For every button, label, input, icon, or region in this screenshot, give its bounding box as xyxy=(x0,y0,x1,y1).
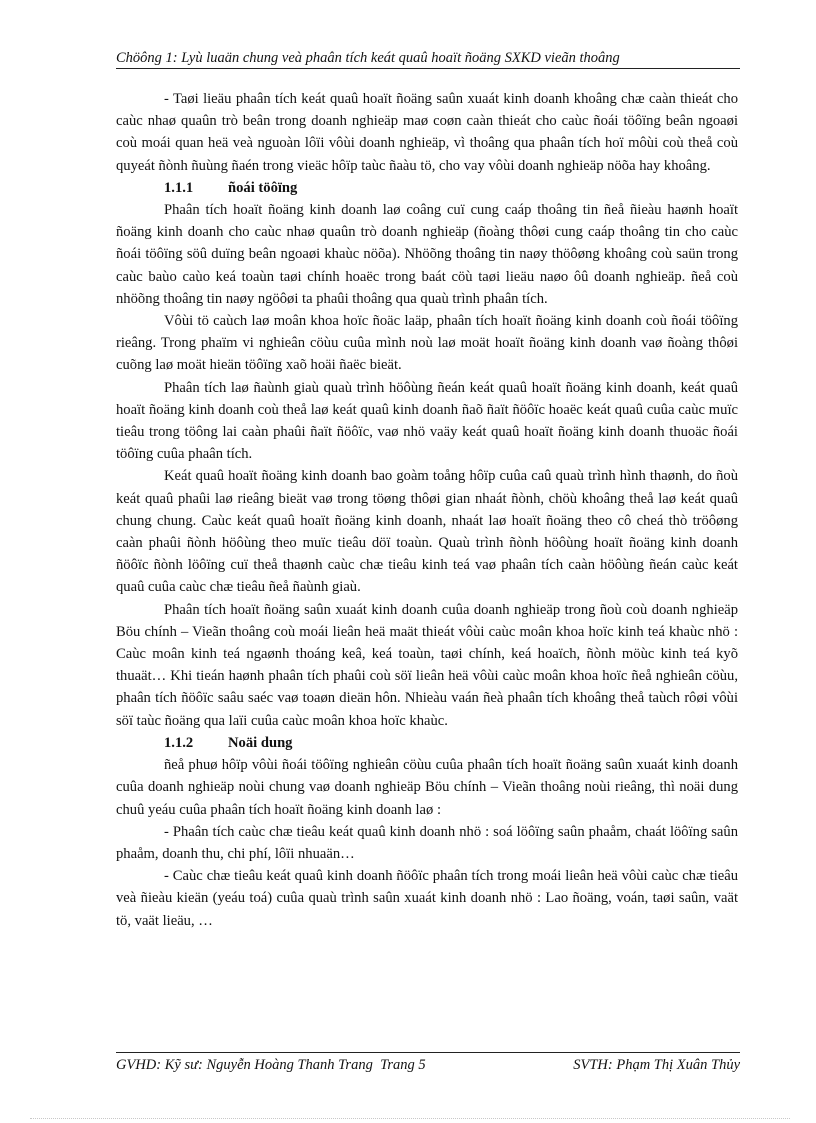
section-title: Noäi dung xyxy=(228,734,293,751)
section-number: 1.1.2 xyxy=(164,734,194,751)
chapter-title: Chöông 1: Lyù luaän chung veà phaân tích keát quaû hoaït ñoäng SXKD vieãn thoâng xyxy=(116,50,620,66)
footer-divider xyxy=(116,1052,740,1053)
page-footer xyxy=(116,1057,740,1074)
page-boundary-dots xyxy=(30,1118,790,1119)
document-body xyxy=(116,88,738,932)
paragraph-9: - Caùc chæ tieâu keát quaû kinh doanh ñöôïc phaân tích trong moái lieân heä vôùi caùc chæ tieâu veà ñieàu kieän (yeáu toá) cuûa quaù trình saûn xuaát kinh doanh nhö : Lao ñoäng, voán, taøi saûn, vaät tö, vaät lieäu, … xyxy=(116,868,738,929)
paragraph-4: Phaân tích laø ñaùnh giaù quaù trình höôùng ñeán keát quaû hoaït ñoäng kinh doanh, keát quaû hoaït ñoäng kinh doanh coù theå laø keát quaû kinh doanh ñaõ ñaït ñöôïc hoaëc keát quaû cuûa caùc muïc tieâu trong töông lai caàn phaûi ñaït ñöôïc, vaø nhö vaäy keát quaû hoaït ñoäng kinh doanh thuoäc ñoái töôïng cuûa phaân tích. xyxy=(116,379,738,463)
section-title: ñoái töôïng xyxy=(228,179,298,196)
paragraph-3: Vôùi tö caùch laø moân khoa hoïc ñoäc laäp, phaân tích hoaït ñoäng kinh doanh coù ñoái töôïng rieâng. Trong phaïm vi nghieân cöùu cuûa mình noù laø moät hoaït ñoäng kinh doanh vaø ñoàng thôøi cuõng laø moät hieän töôïng xaõ hoäi ñaëc bieät. xyxy=(116,313,738,374)
section-number: 1.1.1 xyxy=(164,179,194,196)
paragraph-1: - Taøi lieäu phaân tích keát quaû hoaït ñoäng saûn xuaát kinh doanh khoâng chæ caàn thieát cho caùc nhaø quaûn trò beân trong doanh nghieäp maø coøn caàn thieát cho caùc ñoái töôïng beân ngoaøi coù moái quan heä veà nguoàn lôïi vôùi doanh nghieäp, vì thoâng qua phaân tích hoï môùi coù theå coù quyeát ñònh ñuùng ñaén trong vieäc hôïp taùc ñaàu tö, cho vay vôùi doanh nghieäp nöõa hay khoâng. xyxy=(116,91,738,174)
paragraph-6: Phaân tích hoaït ñoäng saûn xuaát kinh doanh cuûa doanh nghieäp trong ñoù coù doanh nghieäp Böu chính – Vieãn thoâng coù moái lieân heä maät thieát vôùi caùc moân khoa hoïc kinh teá khaùc nhö : Caùc moân kinh teá ngaønh thoáng keâ, keá toaùn, taøi chính, keá hoaïch, ñònh möùc kinh teá kyõ thuaät… Khi tieán haønh phaân tích phaûi coù söï lieân heä vôùi caùc moân khoa hoïc ñeå nghieân cöùu, phaân tích ñöôïc saâu saéc vaø toaøn dieän hôn. Nhieàu vaán ñeà phaân tích khoâng theå taùch rôøi vôùi söï taùc ñoäng qua laïi cuûa caùc moân khoa hoïc khaùc. xyxy=(116,601,738,729)
paragraph-8: - Phaân tích caùc chæ tieâu keát quaû kinh doanh nhö : soá löôïng saûn phaåm, chaát löôïng saûn phaåm, doanh thu, chi phí, lôïi nhuaän… xyxy=(116,823,738,862)
page-header xyxy=(116,50,740,67)
header-divider xyxy=(116,68,740,69)
page-number: Trang 5 xyxy=(380,1057,426,1073)
section-heading-1-1-2 xyxy=(116,732,738,754)
footer-advisor xyxy=(116,1057,426,1074)
paragraph-2: Phaân tích hoaït ñoäng kinh doanh laø coâng cuï cung caáp thoâng tin ñeå ñieàu haønh hoaït ñoäng kinh doanh cho caùc nhaø quaûn trò doanh nghieäp (ñoàng thôøi cung caáp thoâng tin cho caùc ñoái töôïng söû duïng beân ngoaøi khaùc nöõa). Nhöõng thoâng tin naøy thöôøng khoâng coù saün trong caùc baùo caùo keá toaùn taøi chính hoaëc trong baát cöù taøi lieäu naøo ôû doanh nghieäp. ñeå coù nhöõng thoâng tin naøy ngöôøi ta phaûi thoâng qua quaù trình phaân tích. xyxy=(116,202,738,307)
paragraph-5: Keát quaû hoaït ñoäng kinh doanh bao goàm toång hôïp cuûa caû quaù trình hình thaønh, do ñoù keát quaû phaûi laø rieâng bieät vaø trong töøng thôøi gian nhaát ñònh, chöù khoâng theå laø keát quaû chung chung. Caùc keát quaû hoaït ñoäng kinh doanh, nhaát laø hoaït ñoäng theo cô cheá thò tröôøng caàn phaûi ñònh höôùng theo muïc tieâu döï toaùn. Quaù trình ñònh höôùng hoaït ñoäng kinh doanh ñöôïc ñònh löôïng cuï theå thaønh caùc chæ tieâu kinh teá vaø phaân tích caàn höôùng ñeán caùc keát quaû cuûa caùc chæ tieâu ñeå ñaùnh giaù. xyxy=(116,468,738,596)
section-heading-1-1-1 xyxy=(116,177,738,199)
advisor-name: GVHD: Kỹ sư: Nguyễn Hoàng Thanh Trang xyxy=(116,1057,373,1073)
footer-student: SVTH: Phạm Thị Xuân Thủy xyxy=(573,1057,740,1073)
paragraph-7: ñeå phuø hôïp vôùi ñoái töôïng nghieân cöùu cuûa phaân tích hoaït ñoäng saûn xuaát kinh doanh cuûa doanh nghieäp noùi chung vaø doanh nghieäp Böu chính – Vieãn thoâng noùi rieâng, thì noäi dung chuû yeáu cuûa phaân tích hoaït ñoäng kinh doanh laø : xyxy=(116,757,738,818)
